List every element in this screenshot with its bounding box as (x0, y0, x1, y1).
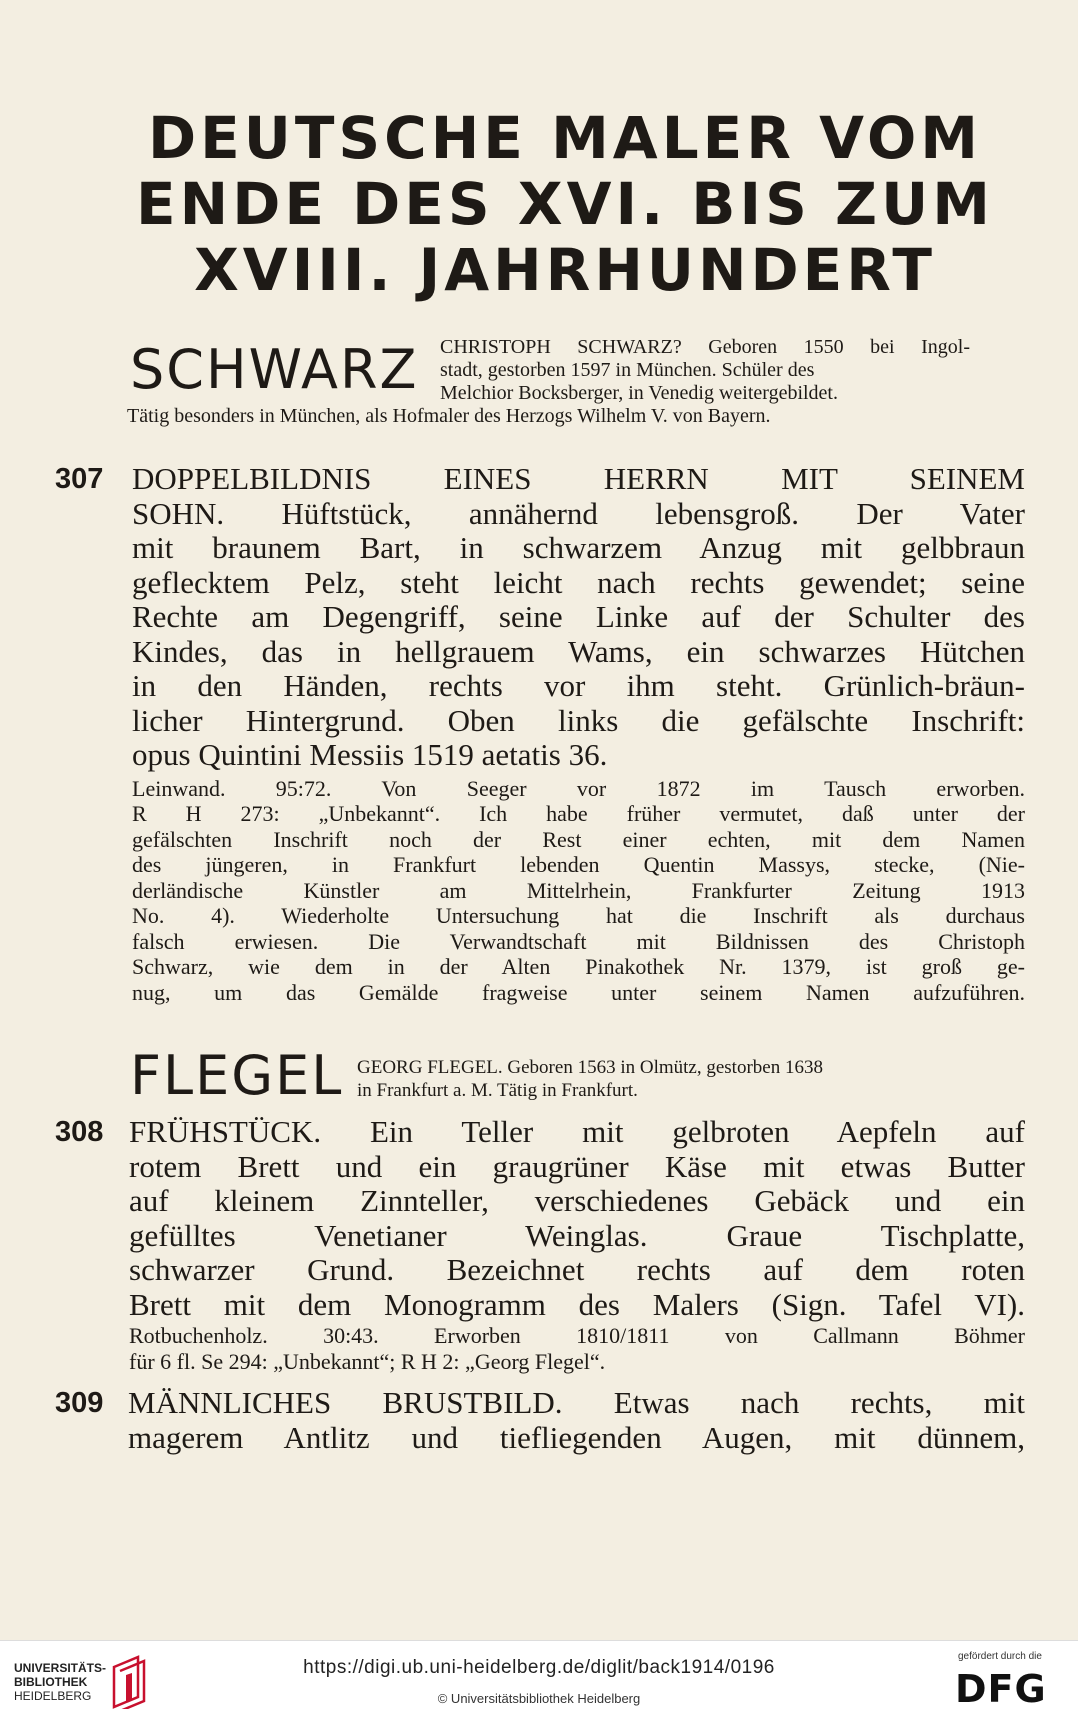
artist-name: SCHWARZ (130, 338, 419, 401)
entry-description (132, 462, 1025, 773)
title-line-1: DEUTSCHE MALER VOM (147, 104, 983, 172)
artist-header-schwarz (127, 332, 975, 457)
note-line: des jüngeren, in Frankfurt lebenden Quentin Massys, stecke, (Nie- (132, 852, 1025, 877)
viewer-footer (0, 1640, 1078, 1722)
description-line: SOHN. Hüftstück, annähernd lebensgroß. Der Vater (132, 495, 1025, 531)
entry-description (129, 1115, 1025, 1322)
dfg-funding-label: gefördert durch die (958, 1651, 1042, 1662)
dfg-logo[interactable]: DFG (955, 1667, 1047, 1711)
logo-text-line: HEIDELBERG (14, 1689, 92, 1703)
document-url-link[interactable]: https://digi.ub.uni-heidelberg.de/diglit/back1914/0196 (303, 1657, 775, 1678)
entry-body (132, 462, 1025, 1005)
artist-bio (357, 1056, 975, 1102)
description-line: licher Hintergrund. Oben links die gefälschte Inschrift: (132, 702, 1025, 738)
bio-line: Tätig besonders in München, als Hofmaler des Herzogs Wilhelm V. von Bayern. (127, 405, 771, 427)
note-line: falsch erwiesen. Die Verwandtschaft mit Bildnissen des Christoph (132, 928, 1025, 954)
description-line: geflecktem Pelz, steht leicht nach rechts gewendet; seine (132, 564, 1025, 600)
logo-text-line: UNIVERSITÄTS- (14, 1661, 107, 1675)
artist-bio (440, 336, 970, 405)
entry-number: 307 (55, 463, 104, 495)
entry-notes (129, 1323, 1025, 1374)
entry-number: 308 (55, 1116, 104, 1148)
bio-line: GEORG FLEGEL. Geboren 1563 in Olmütz, gestorben 1638 (357, 1057, 823, 1078)
note-line: nug, um das Gemälde fragweise unter seinem Namen aufzuführen. (132, 979, 1025, 1005)
note-line: R H 273: „Unbekannt“. Ich habe früher vermutet, daß unter der (132, 801, 1025, 826)
entry-body (128, 1386, 1025, 1455)
artist-name: FLEGEL (130, 1044, 344, 1107)
description-line: DOPPELBILDNIS EINES HERRN MIT SEINEM (132, 461, 1025, 496)
description-line: opus Quintini Messiis 1519 aetatis 36. (132, 737, 608, 772)
copyright-text: © Universitätsbibliothek Heidelberg (437, 1691, 641, 1706)
catalog-entry-307 (55, 461, 1025, 1027)
catalog-entry-309 (55, 1385, 1025, 1461)
note-line: Leinwand. 95:72. Von Seeger vor 1872 im Tausch erworben. (132, 775, 1025, 801)
description-line: Brett mit dem Monogramm des Malers (Sign. Tafel VI). (129, 1286, 1025, 1322)
catalog-entry-308 (55, 1114, 1025, 1380)
entry-description (128, 1386, 1025, 1455)
note-line: Schwarz, wie dem in der Alten Pinakothek Nr. 1379, ist groß ge- (132, 954, 1025, 979)
bio-line: in Frankfurt a. M. Tätig in Frankfurt. (357, 1080, 638, 1101)
description-line: MÄNNLICHES BRUSTBILD. Etwas nach rechts, mit (128, 1385, 1025, 1420)
note-line: für 6 fl. Se 294: „Unbekannt“; R H 2: „Georg Flegel“. (129, 1348, 606, 1374)
note-line: Rotbuchenholz. 30:43. Erworben 1810/1811 von Callmann Böhmer (129, 1323, 1025, 1348)
description-line: Rechte am Degengriff, seine Linke auf der Schulter des (132, 599, 1025, 634)
description-line: schwarzer Grund. Bezeichnet rechts auf dem roten (129, 1252, 1025, 1287)
title-line-2: ENDE DES XVI. BIS ZUM (136, 170, 994, 238)
bio-line: stadt, gestorben 1597 in München. Schüler des (440, 359, 815, 381)
entry-number: 309 (55, 1387, 104, 1419)
description-line: magerem Antlitz und tiefliegenden Augen, mit dünnem, (128, 1419, 1025, 1455)
note-line: gefälschten Inschrift noch der Rest einer echten, mit dem Namen (132, 826, 1025, 852)
artist-header-flegel (130, 1044, 975, 1112)
description-line: in den Händen, rechts vor ihm steht. Grünlich-bräun- (132, 668, 1025, 703)
logo-text-line: BIBLIOTHEK (14, 1675, 88, 1689)
description-line: Kindes, das in hellgrauem Wams, ein schwarzes Hütchen (132, 633, 1025, 669)
description-line: auf kleinem Zinnteller, verschiedenes Gebäck und ein (129, 1183, 1025, 1218)
description-line: mit braunem Bart, in schwarzem Anzug mit gelbbraun (132, 530, 1025, 565)
bio-line: CHRISTOPH SCHWARZ? Geboren 1550 bei Ingol- (440, 336, 970, 358)
entry-notes (132, 776, 1025, 1006)
description-line: gefülltes Venetianer Weinglas. Graue Tischplatte, (129, 1217, 1025, 1253)
entry-body (129, 1115, 1025, 1374)
title-line-3: XVIII. JAHRHUNDERT (194, 236, 936, 304)
description-line: rotem Brett und ein graugrüner Käse mit etwas Butter (129, 1148, 1025, 1184)
note-line: No. 4). Wiederholte Untersuchung hat die Inschrift als durchaus (132, 903, 1025, 928)
page-title (100, 105, 1030, 303)
bio-line: Melchior Bocksberger, in Venedig weitergebildet. (440, 382, 838, 404)
note-line: derländische Künstler am Mittelrhein, Frankfurter Zeitung 1913 (132, 877, 1025, 903)
description-line: FRÜHSTÜCK. Ein Teller mit gelbroten Aepfeln auf (129, 1114, 1025, 1149)
